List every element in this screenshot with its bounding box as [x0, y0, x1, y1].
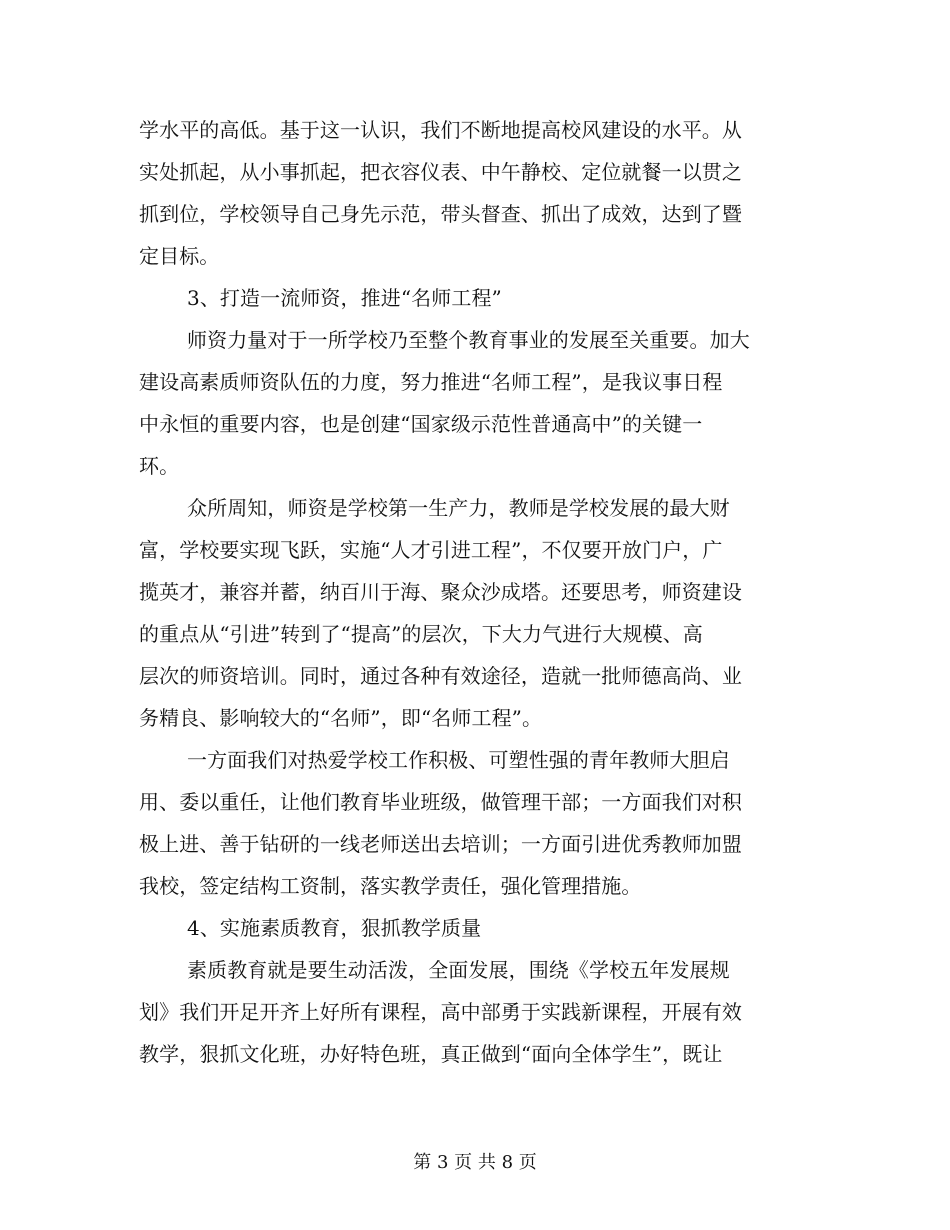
text-line: 极上进、善于钻研的一线老师送出去培训；一方面引进优秀教师加盟	[139, 832, 742, 856]
text-line: 抓到位，学校领导自己身先示范，带头督查、抓出了成效，达到了暨	[139, 202, 742, 226]
text-line: 务精良、影响较大的“名师”，即“名师工程”。	[139, 706, 543, 730]
text-line: 揽英才，兼容并蓄，纳百川于海、聚众沙成塔。还要思考，师资建设	[139, 580, 742, 604]
section-heading-4: 4、实施素质教育，狠抓教学质量	[187, 916, 482, 940]
section-heading-3: 3、打造一流师资，推进“名师工程”	[187, 286, 502, 310]
text-line: 师资力量对于一所学校乃至整个教育事业的发展至关重要。加大	[187, 328, 750, 352]
text-line: 用、委以重任，让他们教育毕业班级，做管理干部；一方面我们对积	[139, 790, 742, 814]
page-number-footer: 第 3 页 共 8 页	[413, 1152, 537, 1173]
text-line: 一方面我们对热爱学校工作积极、可塑性强的青年教师大胆启	[187, 748, 730, 772]
text-line: 中永恒的重要内容，也是创建“国家级示范性普通高中”的关键一	[139, 412, 703, 436]
text-line: 层次的师资培训。同时，通过各种有效途径，造就一批师德高尚、业	[139, 664, 742, 688]
text-line: 教学，狠抓文化班，办好特色班，真正做到“面向全体学生”，既让	[139, 1042, 723, 1066]
text-line: 的重点从“引进”转到了“提高”的层次，下大力气进行大规模、高	[139, 622, 703, 646]
text-line: 我校，签定结构工资制，落实教学责任，强化管理措施。	[139, 874, 642, 898]
text-line: 富，学校要实现飞跃，实施“人才引进工程”，不仅要开放门户，广	[139, 538, 723, 562]
text-line: 建设高素质师资队伍的力度，努力推进“名师工程”，是我议事日程	[139, 370, 723, 394]
text-line: 素质教育就是要生动活泼，全面发展，围绕《学校五年发展规	[187, 958, 730, 982]
text-line: 定目标。	[139, 244, 220, 268]
text-line: 划》我们开足开齐上好所有课程，高中部勇于实践新课程，开展有效	[139, 1000, 742, 1024]
text-line: 众所周知，师资是学校第一生产力，教师是学校发展的最大财	[187, 496, 730, 520]
document-body	[139, 109, 759, 1075]
text-line: 环。	[139, 454, 180, 478]
text-line: 实处抓起，从小事抓起，把衣容仪表、中午静校、定位就餐一以贯之	[139, 160, 742, 184]
text-line: 学水平的高低。基于这一认识，我们不断地提高校风建设的水平。从	[139, 118, 742, 142]
